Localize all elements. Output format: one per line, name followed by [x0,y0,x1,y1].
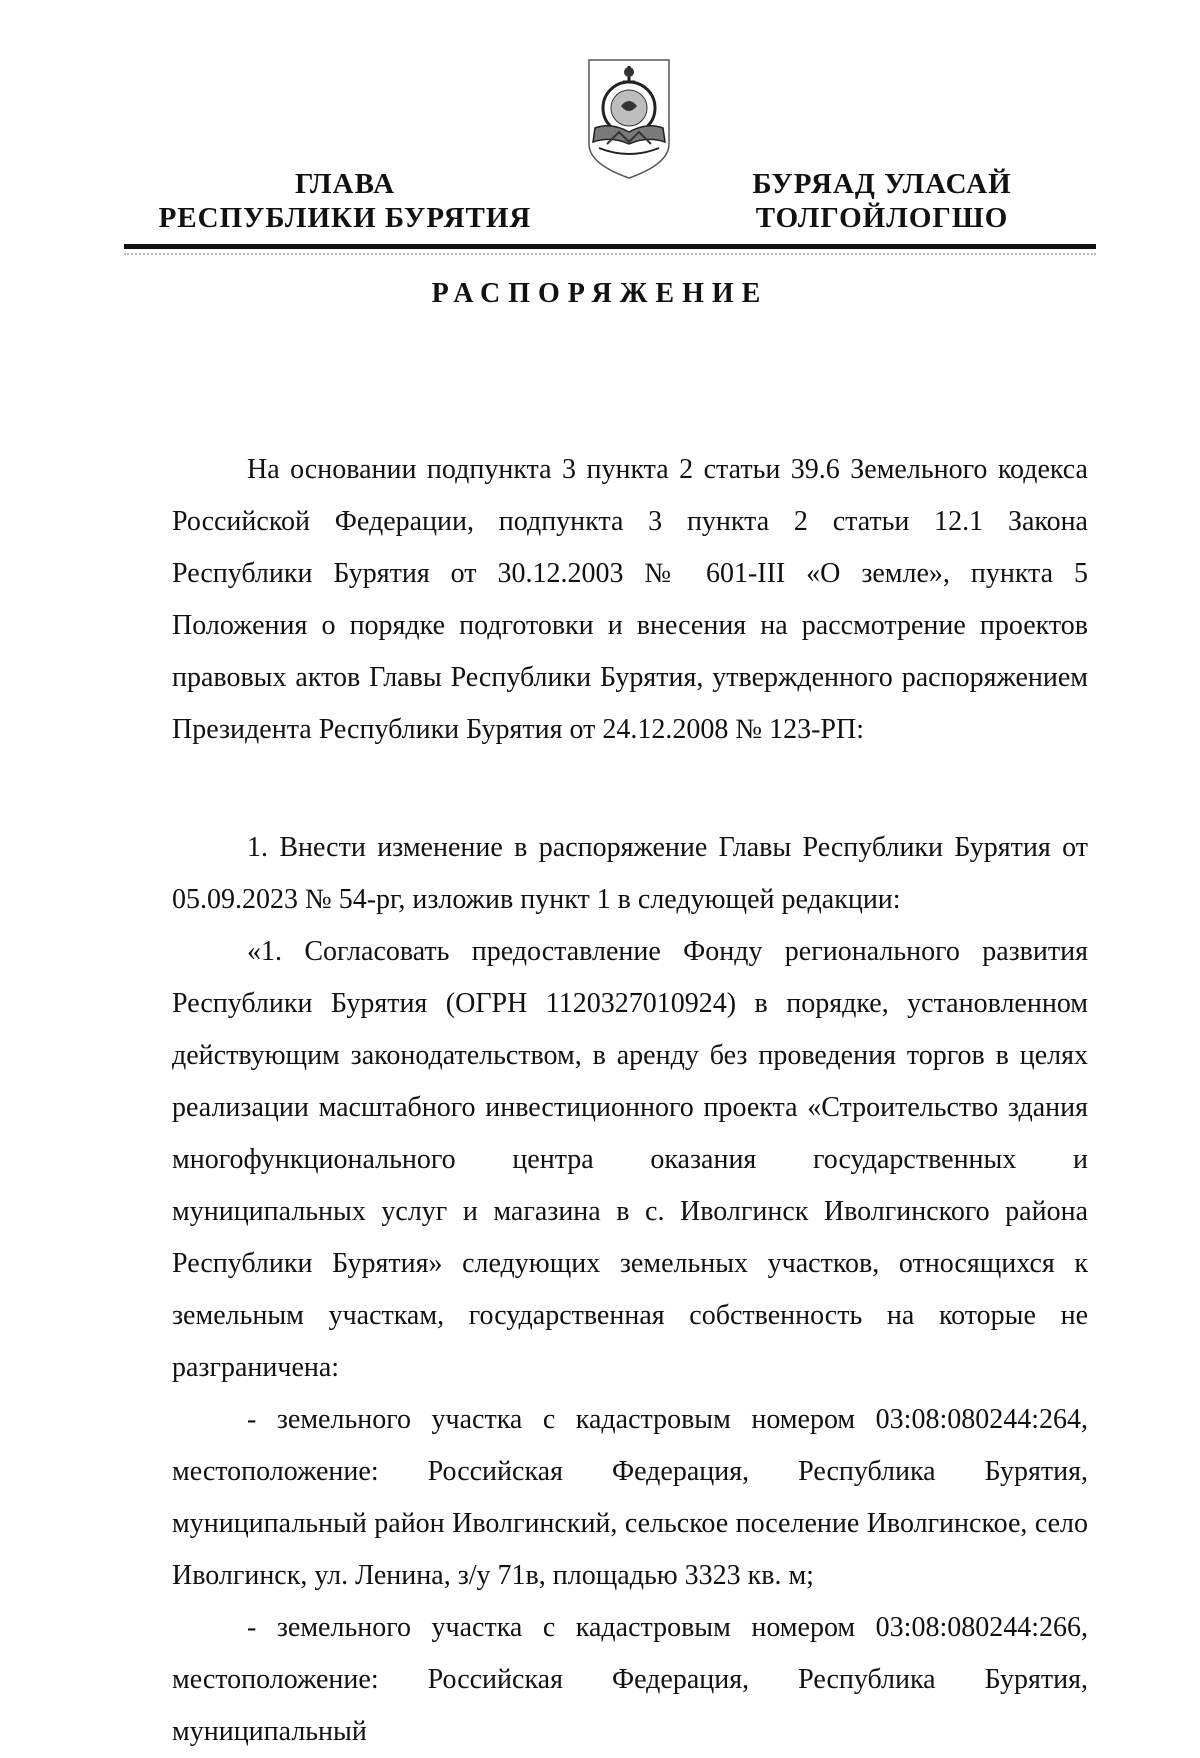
header-divider-dotted [124,253,1096,255]
paragraph-spacer [172,756,1088,822]
document-body [172,444,1088,1758]
document-title: РАСПОРЯЖЕНИЕ [431,278,769,309]
preamble-paragraph: На основании подпункта 3 пункта 2 статьи 39.6 Земельного кодекса Российской Федерации, подпункта 3 пункта 2 статьи 12.1 Закона Республики Бурятия от 30.12.2003 № 601-III «О земле», пункта 5 Положения о порядке подготовки и внесения на рассмотрение проектов правовых актов Главы Республики Бурятия, утвержденного распоряжением Президента Республики Бурятия от 24.12.2008 № 123-РП: [172,454,1088,745]
plot1-paragraph: - земельного участка с кадастровым номером 03:08:080244:264, местоположение: Российская Федерация, Республика Бурятия, муниципальный район Иволгинский, сельское поселение Иволгинское, село Иволгинск, ул. Ленина, з/у 71в, площадью 3323 кв. м; [172,1404,1088,1591]
plot2-paragraph: - земельного участка с кадастровым номером 03:08:080244:266, местоположение: Российская Федерация, Республика Бурятия, муниципальный [172,1612,1088,1747]
coat-of-arms-icon [583,52,675,184]
header-right [722,167,1042,235]
header-right-line2: ТОЛГОЙЛОГШО [755,202,1009,234]
header-right-line1: БУРЯАД УЛАСАЙ [752,168,1012,200]
header-divider-thick [124,244,1096,249]
header-left-line2: РЕСПУБЛИКИ БУРЯТИЯ [158,202,532,234]
header-left [150,167,540,235]
header-left-line1: ГЛАВА [294,168,396,200]
item1-paragraph: 1. Внести изменение в распоряжение Главы Республики Бурятия от 05.09.2023 № 54-рг, изложив пункт 1 в следующей редакции: [172,832,1088,915]
item1-quote-paragraph: «1. Согласовать предоставление Фонду регионального развития Республики Бурятия (ОГРН 1120327010924) в порядке, установленном действующим законодательством, в аренду без проведения торгов в целях реализации масштабного инвестиционного проекта «Строительство здания многофункционального центра оказания государственных и муниципальных услуг и магазина в с. Иволгинск Иволгинского района Республики Бурятия» следующих земельных участков, относящихся к земельным участкам, государственная собственность на которые не разграничена: [172,936,1088,1383]
